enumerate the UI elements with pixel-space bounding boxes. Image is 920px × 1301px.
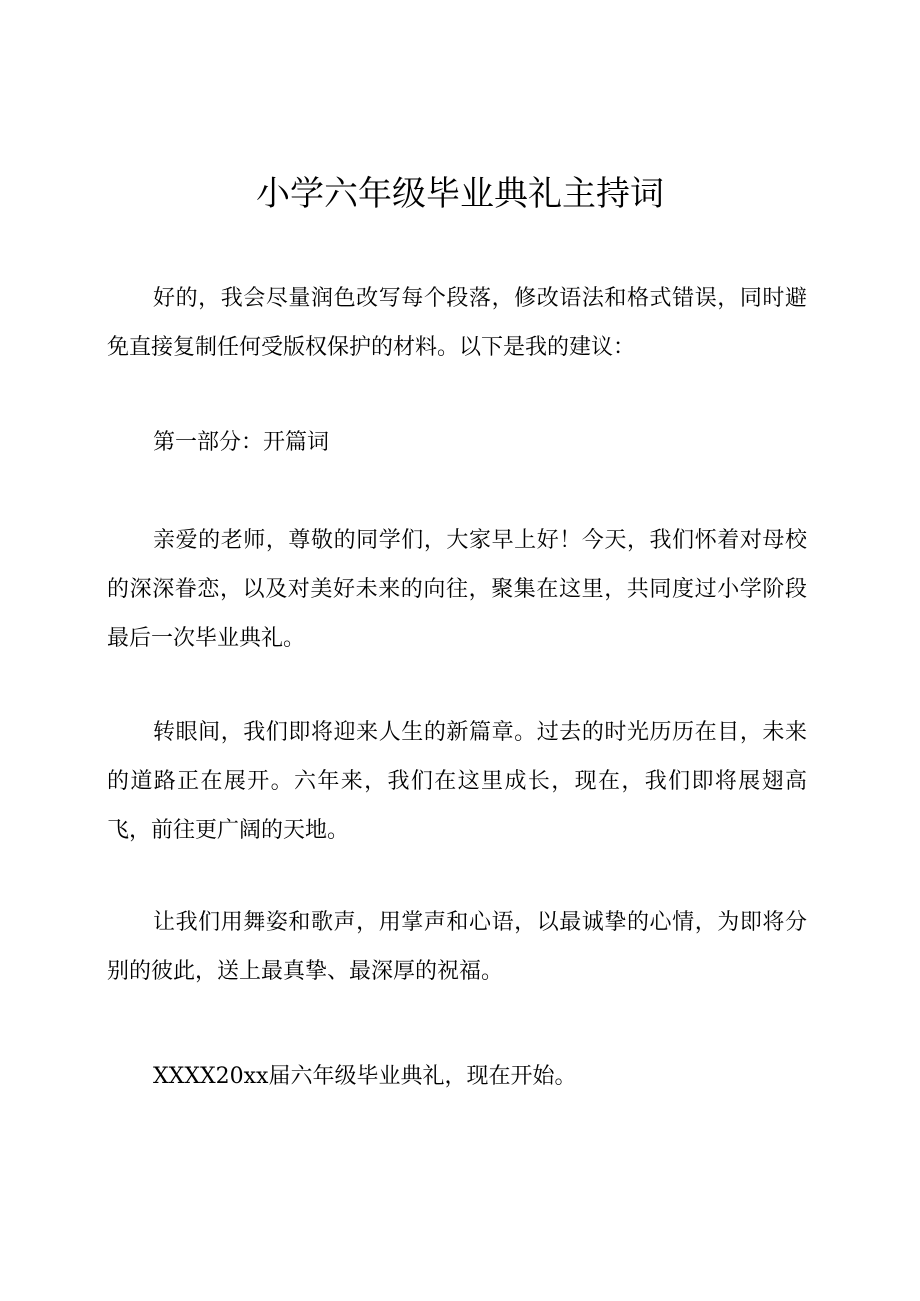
- ceremony-start-paragraph: XXXX20xx届六年级毕业典礼，现在开始。: [153, 1064, 577, 1089]
- section-heading: 第一部分：开篇词: [153, 430, 330, 455]
- intro-paragraph: 好的，我会尽量润色改写每个段落，修改语法和格式错误，同时避免直接复制任何受版权保护的材料。以下是我的建议：: [107, 286, 807, 360]
- blessing-paragraph: 让我们用舞姿和歌声，用掌声和心语，以最诚挚的心情，为即将分别的彼此，送上最真挚、最深厚的祝福。: [107, 910, 807, 984]
- document-title: 小学六年级毕业典礼主持词: [256, 174, 664, 214]
- transition-paragraph: 转眼间，我们即将迎来人生的新篇章。过去的时光历历在目，未来的道路正在展开。六年来，我们在这里成长，现在，我们即将展翅高飞，前往更广阔的天地。: [107, 720, 807, 843]
- opening-paragraph: 亲爱的老师，尊敬的同学们，大家早上好！今天，我们怀着对母校的深深眷恋，以及对美好未来的向往，聚集在这里，共同度过小学阶段最后一次毕业典礼。: [107, 528, 807, 651]
